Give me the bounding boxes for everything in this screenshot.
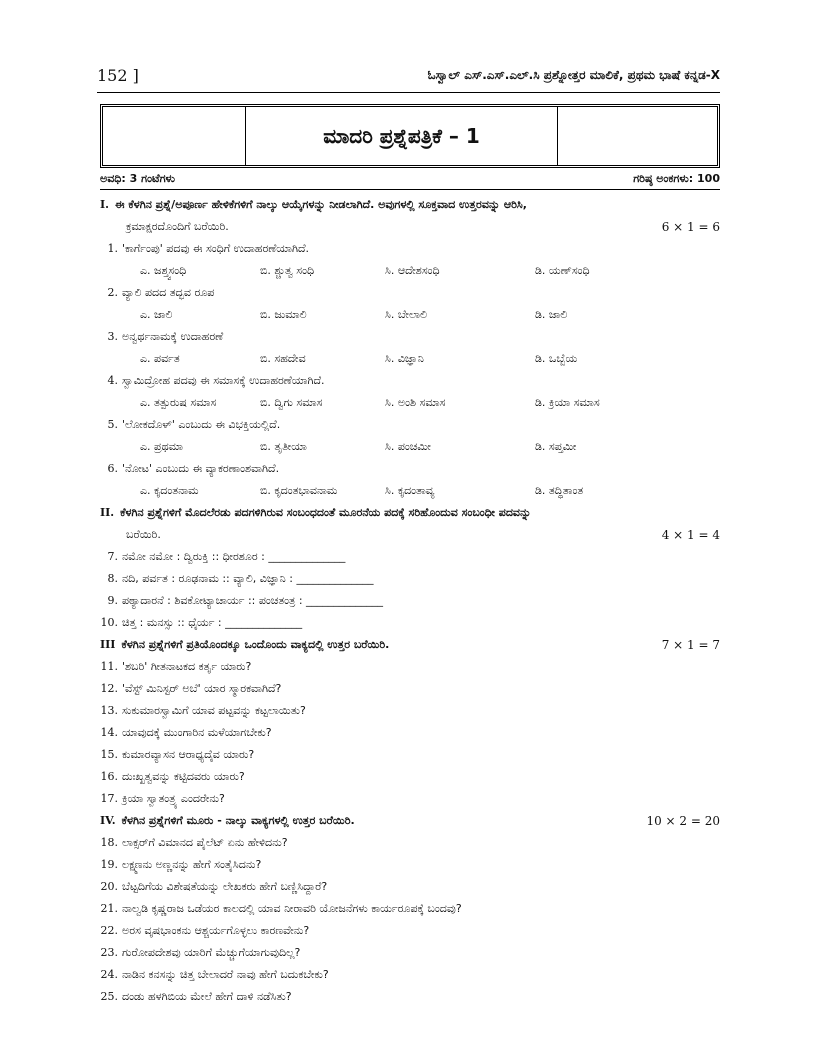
question-number: 2. (107, 286, 118, 299)
max-marks: ಗರಿಷ್ಠ ಅಂಕಗಳು: 100 (633, 172, 720, 185)
question-text: 'ನೋಟ' ಎಂಬುದು ಈ ವ್ಯಾಕರಣಾಂಶವಾಗಿದೆ. (122, 462, 280, 475)
answer-option: ಡಿ. ಒಬ್ಬೆಯ (535, 352, 578, 365)
section-marks: 10 × 2 = 20 (646, 814, 720, 828)
question-number: 15. (100, 748, 118, 761)
answer-option: ಬಿ. ದ್ವಿಗು ಸಮಾಸ (260, 396, 323, 409)
question-number: 24. (100, 968, 118, 981)
answer-options (100, 480, 720, 502)
question-number: 3. (107, 330, 118, 343)
section-instruction (100, 194, 720, 216)
section-number: IV. (100, 814, 116, 827)
question (100, 700, 720, 722)
answer-option: ಎ. ಜಾಲಿ (140, 308, 173, 321)
question (100, 898, 720, 920)
question-number: 10. (100, 616, 118, 629)
answer-option: ಬಿ. ಸಹದೇವ (260, 352, 306, 365)
question (100, 744, 720, 766)
question-text: ಅನ್ವರ್ಥನಾಮಕ್ಕೆ ಉದಾಹರಣೆ (122, 330, 224, 343)
question (100, 986, 720, 1008)
question (100, 766, 720, 788)
section-instruction-text: ಕೆಳಗಿನ ಪ್ರಶ್ನೆಗಳಿಗೆ ಮೂರು - ನಾಲ್ಕು ವಾಕ್ಯಗಳಲ್ಲಿ ಉತ್ತರ ಬರೆಯಿರಿ. (121, 814, 355, 827)
question-number: 25. (100, 990, 118, 1003)
question (100, 788, 720, 810)
page-number: 152 ] (97, 66, 139, 85)
section-marks: 6 × 1 = 6 (661, 220, 720, 234)
question-number: 7. (107, 550, 118, 563)
question-text: 'ಶಬರಿ' ಗೀತನಾಟಕದ ಕರ್ತೃ ಯಾರು? (122, 660, 252, 673)
question-text: ನದಿ, ಪರ್ವತ : ರೂಢನಾಮ :: ವ್ಯಾಲಿ, ವಿಜ್ಞಾನಿ : ______________ (122, 572, 374, 585)
question (100, 656, 720, 678)
answer-options (100, 436, 720, 458)
question-text: ಅರಸ ವೃಷಭಾಂಕನು ಆಶ್ಚರ್ಯಗೊಳ್ಳಲು ಕಾರಣವೇನು? (122, 924, 310, 937)
header-rule (97, 92, 720, 93)
answer-option: ಬಿ. ಕೃದಂತಭಾವನಾಮ (260, 484, 338, 497)
answer-option: ಸಿ. ಅಂಶಿ ಸಮಾಸ (385, 396, 446, 409)
section (100, 502, 720, 634)
question-text: ಕುಮಾರವ್ಯಾಸನ ಆರಾಧ್ಯದೈವ ಯಾರು? (122, 748, 255, 761)
question-text: ಲಕ್ಷ್ಮಣನು ಅಣ್ಣನನ್ನು ಹೇಗೆ ಸಂತೈಸಿದನು? (122, 858, 262, 871)
exam-meta (100, 172, 720, 188)
answer-option: ಬಿ. ಶ್ಚುತ್ವ ಸಂಧಿ (260, 264, 315, 277)
title-table-center-cell (246, 107, 558, 165)
question (100, 964, 720, 986)
section-instruction-continued: ಕ್ರಮಾಕ್ಷರದೊಂದಿಗೆ ಬರೆಯಿರಿ. 6 × 1 = 6 (100, 216, 720, 238)
question-number: 18. (100, 836, 118, 849)
section-marks: 4 × 1 = 4 (661, 528, 720, 542)
question (100, 854, 720, 876)
answer-option: ಬಿ. ತೃತೀಯಾ (260, 440, 307, 453)
section-instruction (100, 810, 720, 832)
question (100, 568, 720, 590)
question (100, 546, 720, 568)
question-text: 'ಲೋಕದೊಳ್' ಎಂಬುದು ಈ ವಿಭಕ್ತಿಯಲ್ಲಿದೆ. (122, 418, 281, 431)
answer-option: ಎ. ಜಶ್ತ್ವಸಂಧಿ (140, 264, 187, 277)
answer-option: ಸಿ. ಪಂಚಮೀ (385, 440, 431, 453)
question-text: ನಾಡಿನ ಕನಸನ್ನು ಚಿತ್ತ ಬೇಲಾದರೆ ನಾವು ಹೇಗೆ ಬದುಕಬೇಕು? (122, 968, 329, 981)
question-text: ಗುರೋಪದೇಶವು ಯಾರಿಗೆ ಮೆಚ್ಚುಗೆಯಾಗುವುದಿಲ್ಲ? (122, 946, 301, 959)
answer-options (100, 348, 720, 370)
book-title: ಓಸ್ವಾಲ್ ಎಸ್.ಎಸ್.ಎಲ್.ಸಿ ಪ್ರಶ್ನೋತ್ತರ ಮಾಲಿಕೆ, ಪ್ರಥಮ ಭಾಷೆ ಕನ್ನಡ-X (427, 68, 720, 82)
question-number: 4. (107, 374, 118, 387)
question (100, 326, 720, 348)
question-number: 22. (100, 924, 118, 937)
meta-rule (100, 189, 720, 190)
section-instruction-text: ಈ ಕೆಳಗಿನ ಪ್ರಶ್ನೆ/ಅಪೂರ್ಣ ಹೇಳಿಕೆಗಳಿಗೆ ನಾಲ್ಕು ಆಯ್ಕೆಗಳನ್ನು ನೀಡಲಾಗಿದೆ. ಅವುಗಳಲ್ಲಿ ಸೂಕ್ತವಾದ ಉತ್ತರವನ್ನು ಆರಿಸಿ, (114, 198, 527, 211)
question (100, 238, 720, 260)
question-number: 19. (100, 858, 118, 871)
question-text: 'ಕಾರ್ಗೆಂಪು' ಪದವು ಈ ಸಂಧಿಗೆ ಉದಾಹರಣೆಯಾಗಿದೆ. (122, 242, 310, 255)
question (100, 458, 720, 480)
question-number: 12. (100, 682, 118, 695)
answer-option: ಡಿ. ಕ್ರಿಯಾ ಸಮಾಸ (535, 396, 600, 409)
question-text: ನಮೋ ನಮೋ : ದ್ವಿರುಕ್ತಿ :: ಧೀರಶೂರ : ______________ (122, 550, 346, 563)
question-number: 23. (100, 946, 118, 959)
question-text: ಪಠ್ಯಾದಾರನೆ : ಶಿವಕೋಟ್ಯಾಚಾರ್ಯ :: ಪಂಚತಂತ್ರ : ______________ (122, 594, 384, 607)
question (100, 876, 720, 898)
answer-option: ಡಿ. ಯಣ್‌ಸಂಧಿ (535, 264, 590, 277)
running-header (97, 66, 720, 88)
answer-option: ಬಿ. ಜುಮಾಲಿ (260, 308, 307, 321)
answer-option: ಡಿ. ಸಪ್ತಮೀ (535, 440, 577, 453)
question-text: ಯಾವುದಕ್ಕೆ ಮುಂಗಾರಿನ ಮಳೆಯಾಗಬೇಕು? (122, 726, 272, 739)
answer-option: ಡಿ. ಜಾಲಿ (535, 308, 568, 321)
title-table (100, 104, 720, 168)
question-text: ದುಃಖ್ಖತ್ವವನ್ನು ಕಟ್ಟಿದವರು ಯಾರು? (122, 770, 245, 783)
section-instruction (100, 634, 720, 656)
paper-title: ಮಾದರಿ ಪ್ರಶ್ನೆಪತ್ರಿಕೆ – 1 (323, 124, 480, 148)
question-text: ಸ್ವಾಮಿದ್ರೋಹ ಪದವು ಈ ಸಮಾಸಕ್ಕೆ ಉದಾಹರಣೆಯಾಗಿದೆ. (122, 374, 325, 387)
question (100, 678, 720, 700)
question-text: ಕ್ರಿಯಾ ಸ್ವಾತಂತ್ರ್ಯ ಎಂದರೇನು? (122, 792, 225, 805)
section-instruction-continued: ಬರೆಯಿರಿ. 4 × 1 = 4 (100, 524, 720, 546)
question-number: 20. (100, 880, 118, 893)
question-text: ವ್ಯಾಲಿ ಪದದ ತದ್ಭವ ರೂಪ (122, 286, 215, 299)
question (100, 414, 720, 436)
question (100, 612, 720, 634)
answer-option: ಸಿ. ಕೃದಂತಾವ್ಯ (385, 484, 435, 497)
title-table-right-cell (558, 107, 717, 165)
section (100, 634, 720, 810)
answer-options (100, 260, 720, 282)
section-instruction-text: ಕೆಳಗಿನ ಪ್ರಶ್ನೆಗಳಿಗೆ ಮೊದಲೆರಡು ಪದಗಳಿಗಿರುವ ಸಂಬಂಧದಂತೆ ಮೂರನೆಯ ಪದಕ್ಕೆ ಸರಿಹೊಂದುವ ಸಂಬಂಧೀ ಪದವನ್ನು (120, 506, 532, 519)
answer-option: ಸಿ. ಬೇಲಾಲಿ (385, 308, 427, 321)
question-content (100, 194, 720, 1008)
question-number: 13. (100, 704, 118, 717)
section-number: III (100, 638, 116, 651)
question-text: ಸುಕುಮಾರಸ್ವಾಮಿಗೆ ಯಾವ ಪಟ್ಟವನ್ನು ಕಟ್ಟಲಾಯಿತು? (122, 704, 306, 717)
question-text: 'ವೆಸ್ಟ್ ಮಿನಿಸ್ಟರ್ ಅಬೆ' ಯಾರ ಸ್ಮಾರಕವಾಗಿದೆ? (122, 682, 282, 695)
question-number: 11. (100, 660, 118, 673)
question (100, 832, 720, 854)
question (100, 590, 720, 612)
question-number: 14. (100, 726, 118, 739)
question-text: ಬೆಟ್ಟದಿಗೆಯ ವಿಶೇಷತೆಯನ್ನು ಲೇಖಕರು ಹೇಗೆ ಬಣ್ಣಿಸಿದ್ದಾರೆ? (122, 880, 328, 893)
question-text: ದಂಡು ಹಳಗಿಬಿಯ ಮೇಲೆ ಹೇಗೆ ದಾಳಿ ನಡೆಸಿತು? (122, 990, 292, 1003)
answer-option: ಡಿ. ತದ್ಧಿತಾಂತ (535, 484, 584, 497)
answer-option: ಎ. ಕೃದಂತನಾಮ (140, 484, 199, 497)
answer-option: ಸಿ. ವಿಜ್ಞಾನಿ (385, 352, 424, 365)
question-number: 8. (107, 572, 118, 585)
title-table-left-cell (103, 107, 246, 165)
question-number: 6. (107, 462, 118, 475)
question (100, 920, 720, 942)
answer-options (100, 392, 720, 414)
section-number: I. (100, 198, 109, 211)
question-text: ನಾಲ್ವಡಿ ಕೃಷ್ಣರಾಜ ಒಡೆಯರ ಕಾಲದಲ್ಲಿ ಯಾವ ನೀರಾವರಿ ಯೋಜನೆಗಳು ಕಾರ್ಯರೂಪಕ್ಕೆ ಬಂದವು? (122, 902, 462, 915)
answer-option: ಸಿ. ಆದೇಶಸಂಧಿ (385, 264, 440, 277)
section-marks: 7 × 1 = 7 (661, 638, 720, 652)
question-number: 17. (100, 792, 118, 805)
question-text: ಚಿತ್ತ : ಮನಸ್ಸು :: ಧೈರ್ಯ : ______________ (122, 616, 303, 629)
question-number: 16. (100, 770, 118, 783)
question-number: 5. (107, 418, 118, 431)
section-instruction (100, 502, 720, 524)
answer-option: ಎ. ಪ್ರಥಮಾ (140, 440, 184, 453)
answer-options (100, 304, 720, 326)
question-number: 21. (100, 902, 118, 915)
section-instruction-text: ಕೆಳಗಿನ ಪ್ರಶ್ನೆಗಳಿಗೆ ಪ್ರತಿಯೊಂದಕ್ಕೂ ಒಂದೊಂದು ವಾಕ್ಯದಲ್ಲಿ ಉತ್ತರ ಬರೆಯಿರಿ. (121, 638, 390, 651)
question (100, 282, 720, 304)
section-number: II. (100, 506, 115, 519)
question-text: ಲಾಕ್ಸರ್‌ಗೆ ವಿಮಾನದ ಪೈಲೆಟ್ ಏನು ಹೇಳಿದನು? (122, 836, 288, 849)
section (100, 810, 720, 1008)
question-number: 1. (107, 242, 118, 255)
question (100, 942, 720, 964)
answer-option: ಎ. ತತ್ಪುರುಷ ಸಮಾಸ (140, 396, 217, 409)
question (100, 370, 720, 392)
question-number: 9. (107, 594, 118, 607)
section (100, 194, 720, 502)
question (100, 722, 720, 744)
duration: ಅವಧಿ: 3 ಗಂಟೆಗಳು (100, 172, 176, 185)
answer-option: ಎ. ಪರ್ವತ (140, 352, 180, 365)
